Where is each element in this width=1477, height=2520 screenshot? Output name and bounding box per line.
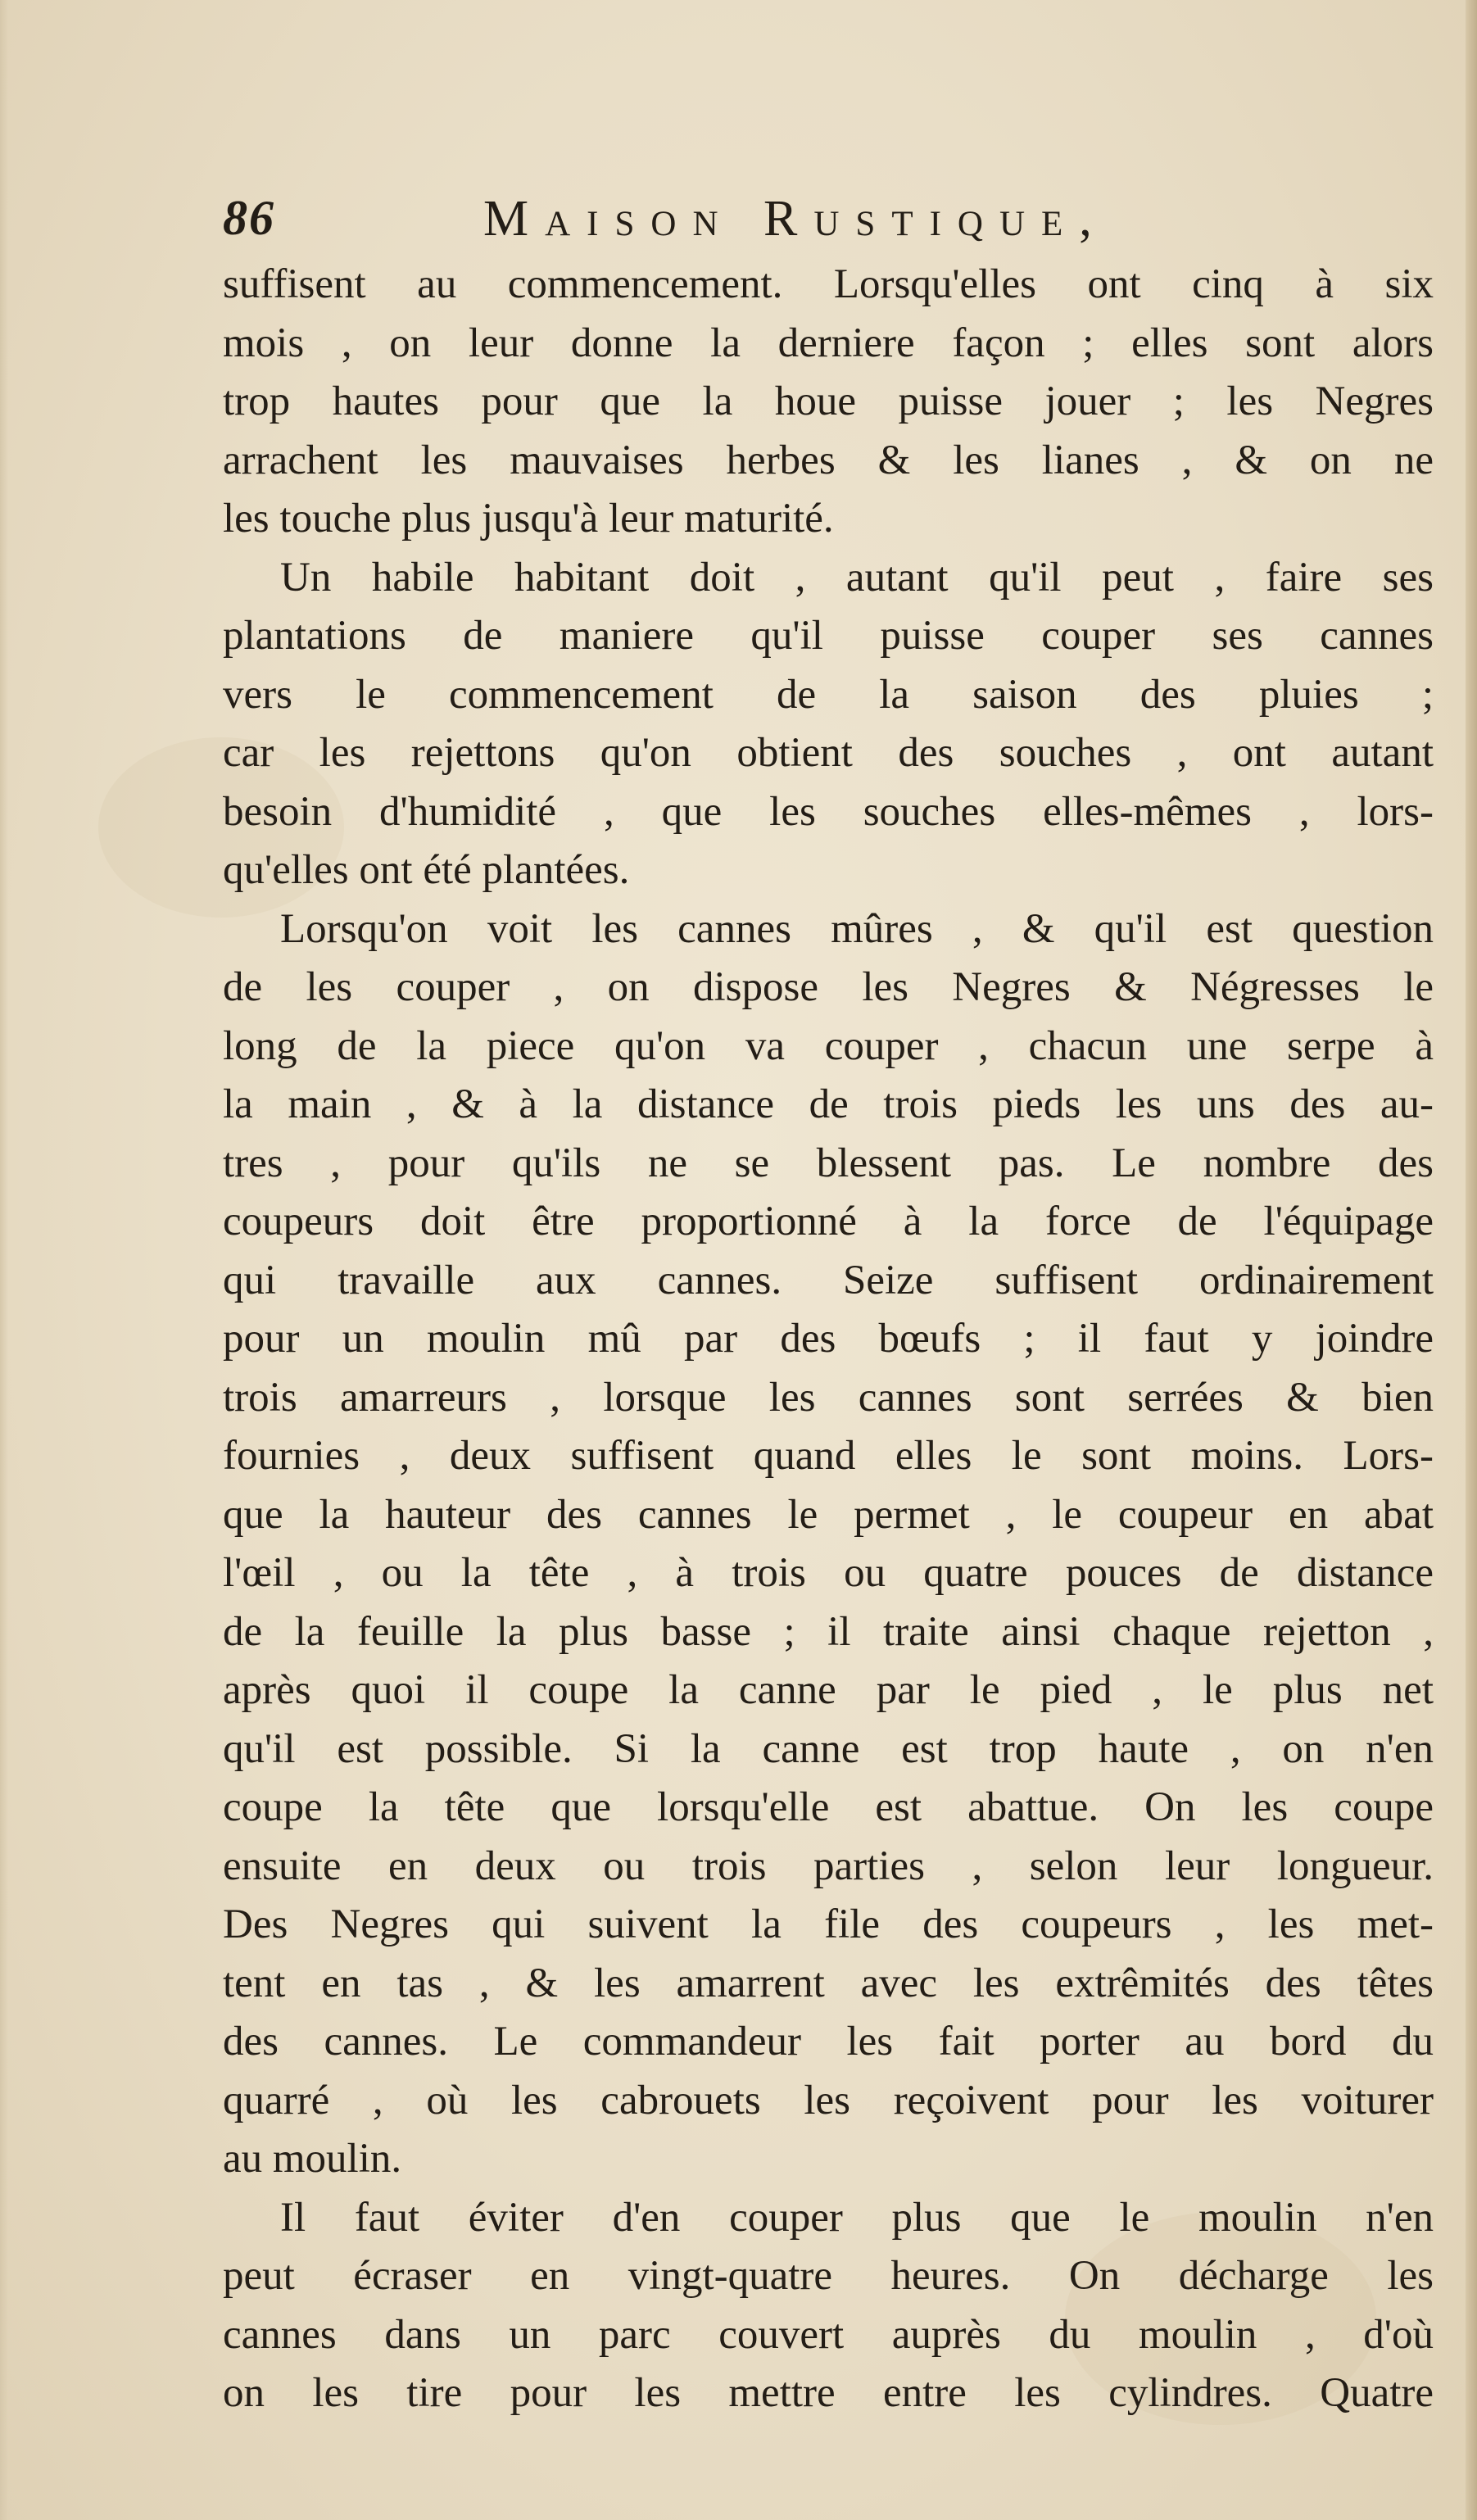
text-line: quarré , où les cabrouets les reçoivent pour les voiturer <box>223 2077 1434 2123</box>
paragraph <box>223 900 1434 2189</box>
text-line: coupe la tête que lorsqu'elle est abattue. On les coupe <box>223 1784 1434 1830</box>
text-line: pour un moulin mû par des bœufs ; il faut y joindre <box>223 1316 1434 1362</box>
text-line: qui travaille aux cannes. Seize suffisent ordinairement <box>223 1257 1434 1303</box>
text-line: coupeurs doit être proportionné à la force de l'équipage <box>223 1199 1434 1244</box>
text-line: long de la piece qu'on va couper , chacun une serpe à <box>223 1022 1434 1069</box>
text-line: mois , on leur donne la derniere façon ; elles sont alors <box>223 320 1434 366</box>
text-line: vers le commencement de la saison des pluies ; <box>223 671 1434 718</box>
page-number: 86 <box>223 191 275 245</box>
text-line: Des Negres qui suivent la file des coupeurs , les met- <box>223 1901 1434 1947</box>
text-line: arrachent les mauvaises herbes & les lianes , & on ne <box>223 437 1434 483</box>
body-text <box>223 256 1434 2423</box>
paragraph <box>223 2189 1434 2423</box>
text-line: suffisent au commencement. Lorsqu'elles ont cinq à six <box>223 261 1434 307</box>
page-header <box>223 190 1443 256</box>
text-line: besoin d'humidité , que les souches elles-mêmes , lors- <box>223 788 1434 835</box>
text-line: qu'elles ont été plantées. <box>223 847 630 893</box>
text-line: car les rejettons qu'on obtient des souches , ont autant <box>223 730 1434 776</box>
text-line: plantations de maniere qu'il puisse couper ses cannes <box>223 613 1434 659</box>
page-edge-right <box>1466 0 1477 2520</box>
text-line: de les couper , on dispose les Negres & Négresses le <box>223 964 1434 1010</box>
text-line: l'œil , ou la tête , à trois ou quatre pouces de distance <box>223 1550 1434 1596</box>
text-line: peut écraser en vingt-quatre heures. On décharge les <box>223 2253 1434 2299</box>
text-line: Un habile habitant doit , autant qu'il peut , faire ses <box>280 554 1434 601</box>
text-line: ensuite en deux ou trois parties , selon leur longueur. <box>223 1842 1434 1889</box>
paragraph <box>223 256 1434 549</box>
text-line: des cannes. Le commandeur les fait porter au bord du <box>223 2019 1434 2064</box>
text-line: la main , & à la distance de trois pieds les uns des au- <box>223 1081 1434 1127</box>
text-line: que la hauteur des cannes le permet , le coupeur en abat <box>223 1491 1434 1538</box>
running-title: Maison Rustique, <box>483 191 1108 247</box>
text-line: Il faut éviter d'en couper plus que le moulin n'en <box>280 2194 1434 2241</box>
paragraph <box>223 549 1434 900</box>
text-line: cannes dans un parc couvert auprès du moulin , d'où <box>223 2311 1434 2358</box>
text-line: trois amarreurs , lorsque les cannes sont serrées & bien <box>223 1374 1434 1421</box>
text-line: de la feuille la plus basse ; il traite ainsi chaque rejetton , <box>223 1608 1434 1655</box>
text-line: on les tire pour les mettre entre les cylindres. Quatre <box>223 2370 1434 2416</box>
text-line: tent en tas , & les amarrent avec les extrêmités des têtes <box>223 1960 1434 2006</box>
text-line: après quoi il coupe la canne par le pied , le plus net <box>223 1667 1434 1713</box>
text-line: trop hautes pour que la houe puisse jouer ; les Negres <box>223 378 1434 424</box>
text-line: fournies , deux suffisent quand elles le sont moins. Lors- <box>223 1433 1434 1479</box>
text-line: tres , pour qu'ils ne se blessent pas. Le nombre des <box>223 1140 1434 1186</box>
page-edge-left <box>0 0 8 2520</box>
text-line: Lorsqu'on voit les cannes mûres , & qu'il est question <box>280 905 1434 952</box>
text-line: au moulin. <box>223 2136 402 2182</box>
text-line: qu'il est possible. Si la canne est trop haute , on n'en <box>223 1725 1434 1772</box>
text-line: les touche plus jusqu'à leur maturité. <box>223 496 834 542</box>
